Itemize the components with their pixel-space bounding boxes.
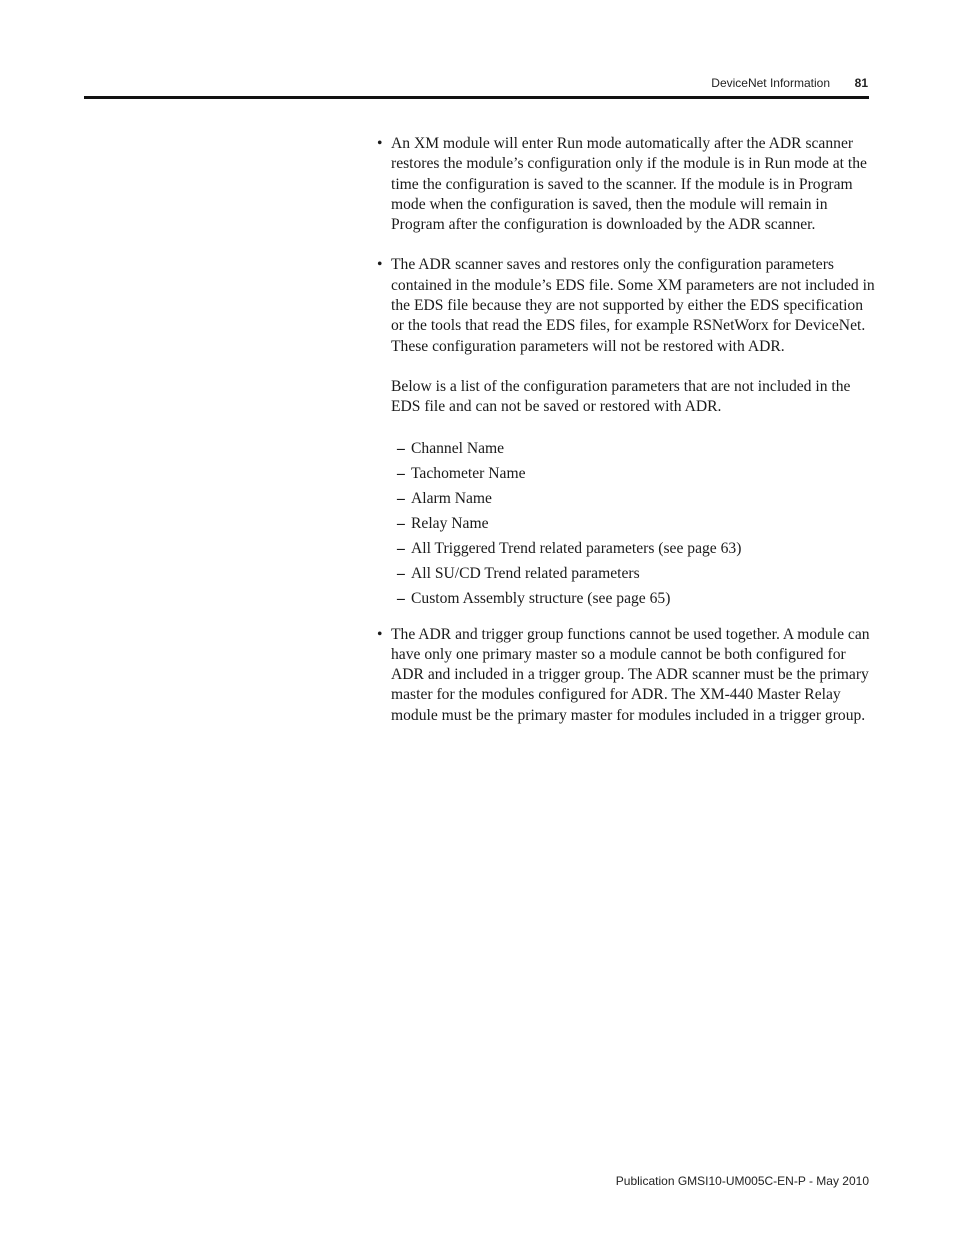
bullet-icon: • (377, 256, 383, 274)
main-content (375, 134, 875, 726)
bullet-icon: • (377, 135, 383, 152)
footer-publication: Publication GMSI10-UM005C-EN-P - May 2010 (615, 1174, 869, 1188)
dash-icon: – (397, 589, 405, 607)
dash-icon: – (397, 489, 405, 507)
dash-icon: – (397, 464, 405, 482)
bullet-item-xm-run-mode (375, 134, 875, 235)
bullet-item-trigger-group (375, 625, 875, 726)
list-item: – All SU/CD Trend related parameters (397, 561, 875, 586)
list-item: – Tachometer Name (397, 461, 875, 486)
dash-icon: – (397, 514, 405, 532)
page-footer (616, 1174, 869, 1188)
header-rule (84, 96, 869, 99)
list-item: – Custom Assembly structure (see page 65) (397, 586, 875, 611)
list-item: – Channel Name (397, 436, 875, 461)
bullet-text: An XM module will enter Run mode automatically after the ADR scanner restores the module’s configuration only if the module is in Run mode at the time the configuration is saved to the scanner. If the module is in Program mode when the configuration is saved, then the module will remain in Program after the configuration is downloaded by the ADR scanner. (391, 135, 867, 234)
dash-icon: – (397, 564, 405, 582)
page-header (84, 72, 868, 96)
bullet-icon: • (377, 625, 383, 643)
dash-icon: – (397, 539, 405, 557)
bullet-item-eds-parameters (375, 255, 875, 356)
parameter-list-intro: Below is a list of the configuration parameters that are not included in the EDS file and can not be saved or restored with ADR. (391, 377, 851, 416)
bullet-text: The ADR scanner saves and restores only the configuration parameters contained in the module’s EDS file. Some XM parameters are not included in the EDS file because they are not supported by either the EDS specification or the tools that read the EDS files, for example RSNetWorx for DeviceNet. These configuration parameters will not be restored with ADR. (391, 256, 875, 355)
bullet-text: The ADR and trigger group functions cannot be used together. A module can have only one primary master so a module cannot be both configured for ADR and included in a trigger group. The ADR scanner must be the primary master for the modules configured for ADR. The XM-440 Master Relay module must be the primary master for modules included in a trigger group. (391, 625, 870, 724)
list-item: – Relay Name (397, 511, 875, 536)
list-item: – All Triggered Trend related parameters (see page 63) (397, 536, 875, 561)
dash-icon: – (397, 439, 405, 457)
excluded-parameters-list (375, 436, 875, 611)
header-page-number: 81 (854, 76, 868, 90)
list-item: – Alarm Name (397, 486, 875, 511)
header-section-title: DeviceNet Information (711, 76, 830, 90)
